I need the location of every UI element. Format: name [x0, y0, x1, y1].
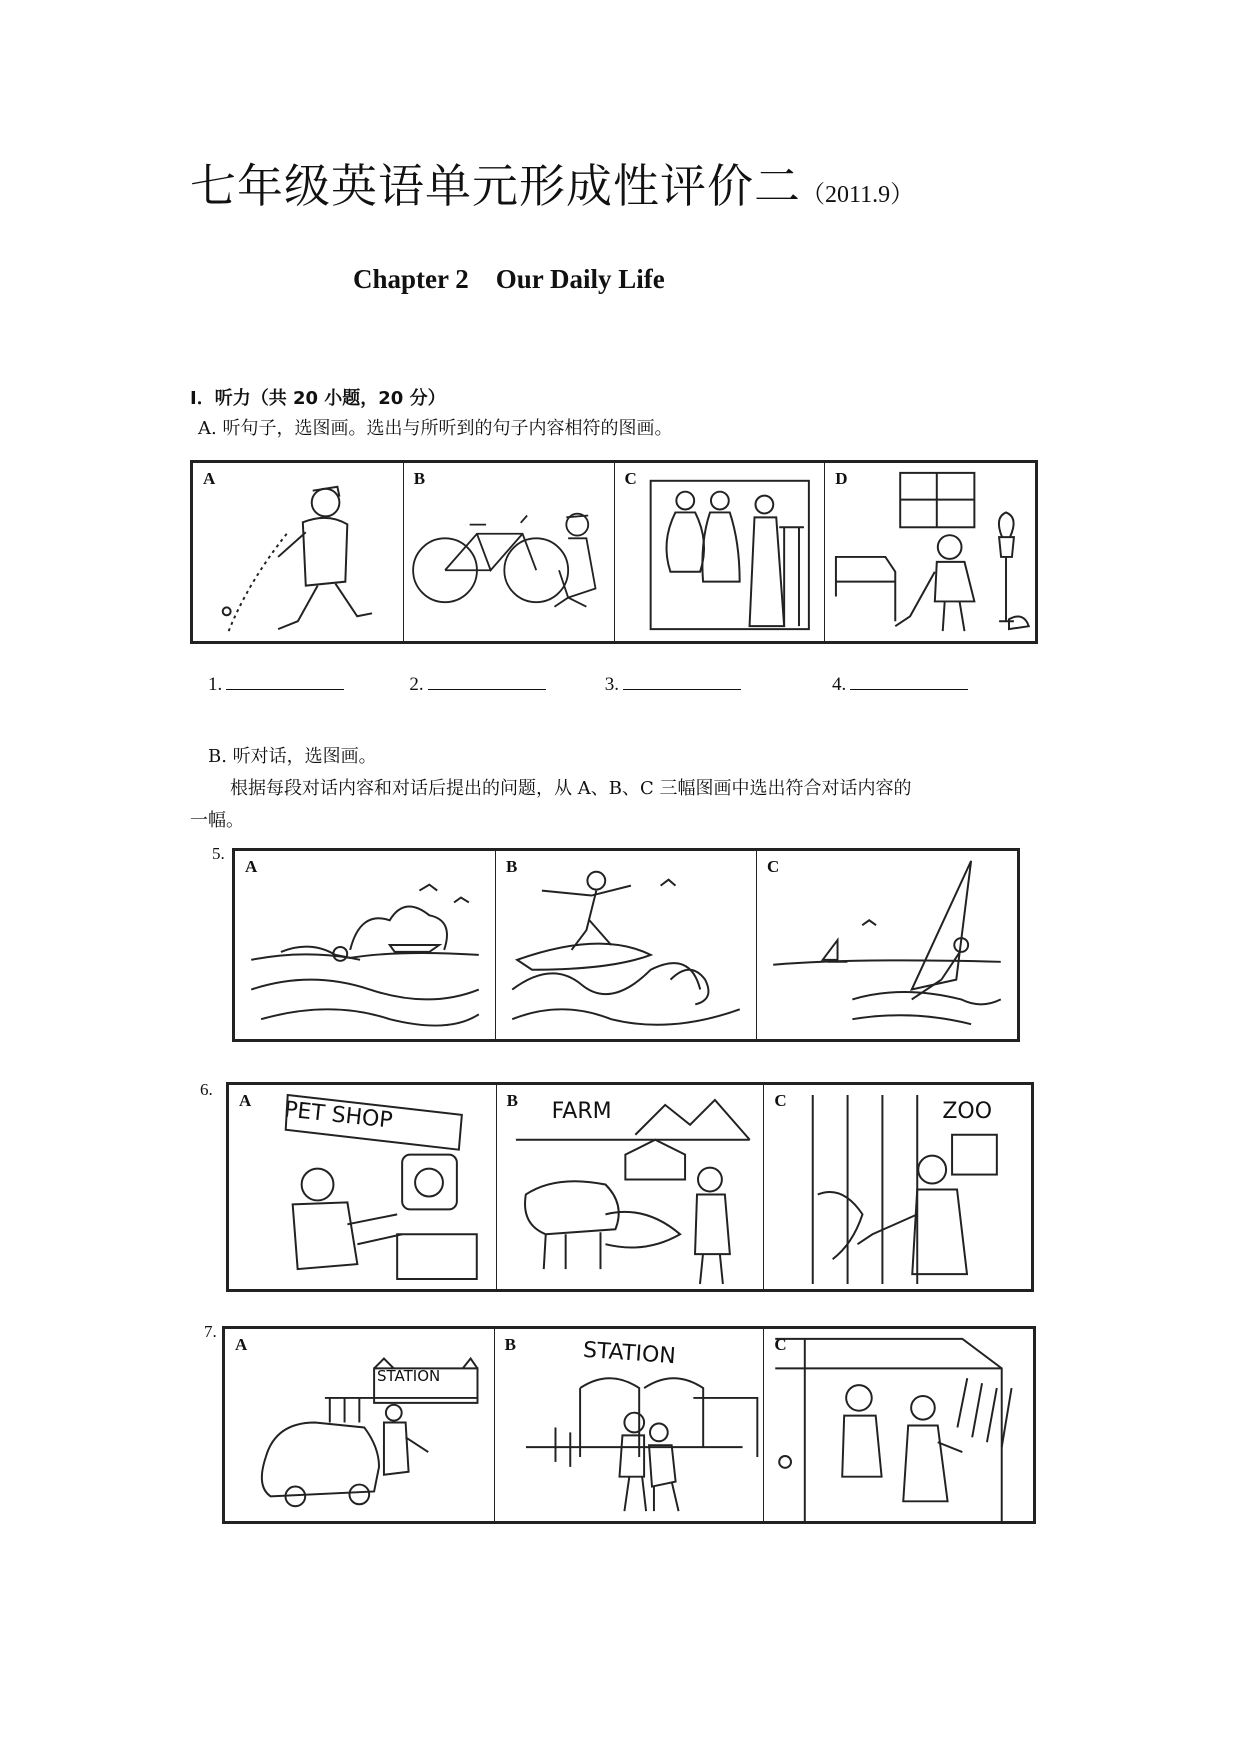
boy-fixing-bicycle-illustration: [404, 463, 614, 641]
panel-label: A: [203, 469, 216, 488]
blank-2[interactable]: [409, 674, 545, 695]
blank-line[interactable]: [226, 673, 344, 690]
panel-label: B: [506, 1091, 519, 1110]
zoo-illustration: [764, 1085, 1031, 1289]
station-sign: STATION: [581, 1337, 677, 1370]
blank-4[interactable]: [832, 674, 968, 695]
q7-panel-c[interactable]: [764, 1329, 1033, 1521]
q7-panel-b[interactable]: [495, 1329, 765, 1521]
farm-sign: FARM: [551, 1099, 612, 1124]
panel-label: C: [774, 1091, 787, 1110]
q6-panel-a[interactable]: [229, 1085, 497, 1289]
q5-panel-a[interactable]: [235, 851, 496, 1039]
pet-shop-illustration: [229, 1085, 496, 1289]
panel-label: D: [835, 469, 848, 488]
chapter-heading: Chapter 2 Our Daily Life: [353, 264, 665, 294]
panel-label: C: [767, 857, 780, 876]
station-sign: STATION: [377, 1367, 441, 1385]
question-number: 6.: [200, 1080, 213, 1099]
blank-number: 3.: [604, 674, 619, 695]
girls-shopping-illustration: [615, 463, 825, 641]
girl-sweeping-illustration: [825, 463, 1035, 641]
panel-label: B: [506, 857, 518, 876]
question-number: 5.: [212, 844, 225, 863]
farm-illustration: [497, 1085, 764, 1289]
q5-panel-c[interactable]: [757, 851, 1017, 1039]
panel-label: B: [504, 1335, 517, 1354]
blank-3[interactable]: [605, 674, 741, 695]
blank-line[interactable]: [623, 673, 741, 690]
page-title: [190, 150, 914, 216]
blank-line[interactable]: [850, 673, 968, 690]
station-people-illustration: [495, 1329, 764, 1521]
part-b-instruction: 根据每段对话内容和对话后提出的问题，从 A、B、C 三幅图画中选出符合对话内容的: [230, 778, 912, 799]
part-a-picture-strip: [190, 460, 1038, 644]
part-b-instruction-cont: 一幅。: [190, 810, 244, 831]
part-a-instruction: A. 听句子，选图画。选出与所听到的句子内容相符的图画。: [198, 418, 673, 439]
blank-number: 1.: [208, 674, 223, 695]
part-b-title: B. 听对话，选图画。: [208, 746, 377, 767]
q6-panel-b[interactable]: [497, 1085, 765, 1289]
blank-line[interactable]: [428, 673, 546, 690]
rainy-doorway-illustration: [764, 1329, 1033, 1521]
windsurfing-illustration: [757, 851, 1017, 1039]
title-date: （2011.9）: [801, 182, 915, 208]
blank-1[interactable]: [208, 674, 344, 695]
question-number: 7.: [204, 1322, 217, 1341]
blank-number: 4.: [832, 674, 847, 695]
station-car-illustration: [225, 1329, 494, 1521]
part-a-panel-d[interactable]: [825, 463, 1035, 641]
blank-number: 2.: [409, 674, 424, 695]
q5-panel-b[interactable]: [496, 851, 757, 1039]
panel-label: A: [245, 857, 258, 876]
part-a-answer-blanks: [208, 673, 1008, 696]
question-6-picture-strip: [226, 1082, 1034, 1292]
man-walking-illustration: [193, 463, 403, 641]
zoo-sign: ZOO: [942, 1099, 993, 1124]
panel-label: C: [774, 1335, 787, 1354]
pet-shop-sign: PET SHOP: [282, 1097, 394, 1134]
swimming-illustration: [235, 851, 495, 1039]
part-a-panel-c[interactable]: [615, 463, 826, 641]
part-a-panel-a[interactable]: [193, 463, 404, 641]
panel-label: A: [235, 1335, 248, 1354]
q6-panel-c[interactable]: [764, 1085, 1031, 1289]
q7-panel-a[interactable]: [225, 1329, 495, 1521]
panel-label: C: [624, 469, 637, 488]
panel-label: B: [413, 469, 426, 488]
panel-label: A: [239, 1091, 252, 1110]
section-heading: I．听力（共 20 小题，20 分）: [190, 388, 446, 409]
title-text: 七年级英语单元形成性评价二: [190, 159, 801, 213]
question-7-picture-strip: [222, 1326, 1036, 1524]
question-5-picture-strip: [232, 848, 1020, 1042]
surfing-illustration: [496, 851, 756, 1039]
part-a-panel-b[interactable]: [404, 463, 615, 641]
